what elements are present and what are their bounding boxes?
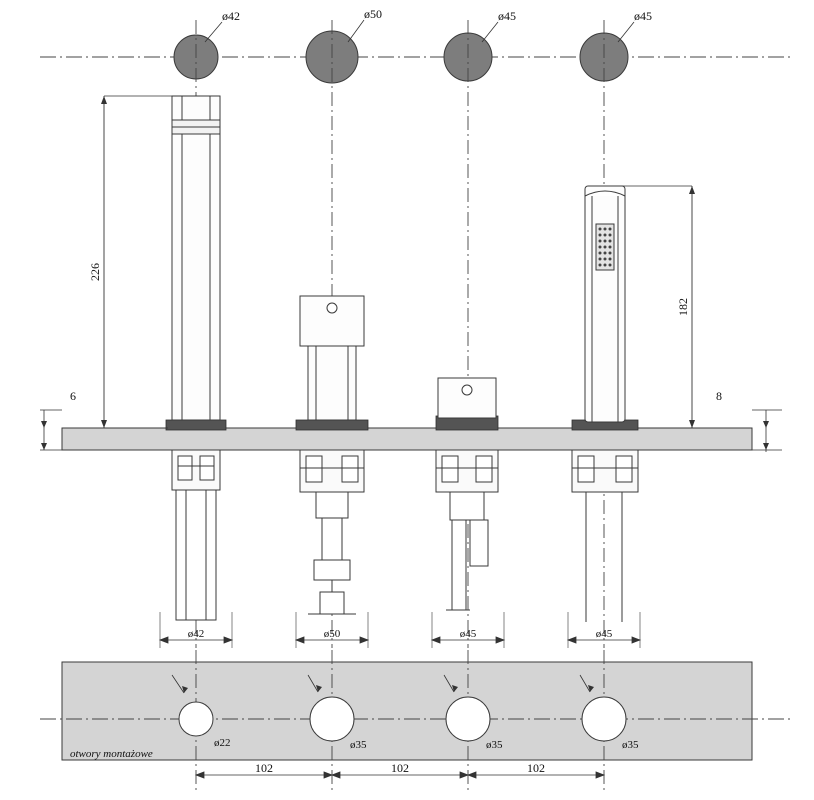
body-diameter-label-2: ø50 — [323, 628, 341, 640]
mounting-hole-label-4: ø35 — [622, 739, 639, 751]
dimension-182-label: 182 — [676, 298, 690, 316]
top-circle-label-1: ø42 — [222, 9, 240, 23]
top-view-circle-3 — [444, 9, 516, 81]
fixture-diverter — [436, 378, 498, 610]
top-view-circle-4 — [580, 9, 652, 81]
base-plate-2 — [296, 420, 368, 430]
body-diameter-label-3: ø45 — [459, 628, 477, 640]
spacing-label-2: 102 — [391, 761, 409, 775]
mounting-note: otwory montażowe — [70, 748, 153, 760]
fixture-spout — [172, 96, 220, 620]
top-view-circle-2 — [306, 7, 382, 83]
mounting-hole-label-1: ø22 — [214, 737, 231, 749]
body-diameter-dimensions — [160, 612, 640, 648]
dimension-8-label: 8 — [716, 389, 722, 403]
dimension-226-label: 226 — [88, 263, 102, 281]
top-circle-label-2: ø50 — [364, 7, 382, 21]
mounting-hole-label-2: ø35 — [350, 739, 367, 751]
base-plate-1 — [166, 420, 226, 430]
dimension-6-label: 6 — [70, 389, 76, 403]
top-circle-label-4: ø45 — [634, 9, 652, 23]
spacing-label-1: 102 — [255, 761, 273, 775]
countertop-section — [62, 428, 752, 450]
body-diameter-label-4: ø45 — [595, 628, 613, 640]
mounting-plate — [62, 662, 752, 760]
mounting-hole-label-3: ø35 — [486, 739, 503, 751]
dimension-182 — [622, 186, 700, 428]
top-circle-label-3: ø45 — [498, 9, 516, 23]
spacing-label-3: 102 — [527, 761, 545, 775]
top-view-circle-1 — [174, 9, 240, 79]
body-diameter-label-1: ø42 — [187, 628, 205, 640]
fixture-hand-shower — [572, 186, 638, 622]
fixture-mixer-handle — [300, 296, 364, 614]
